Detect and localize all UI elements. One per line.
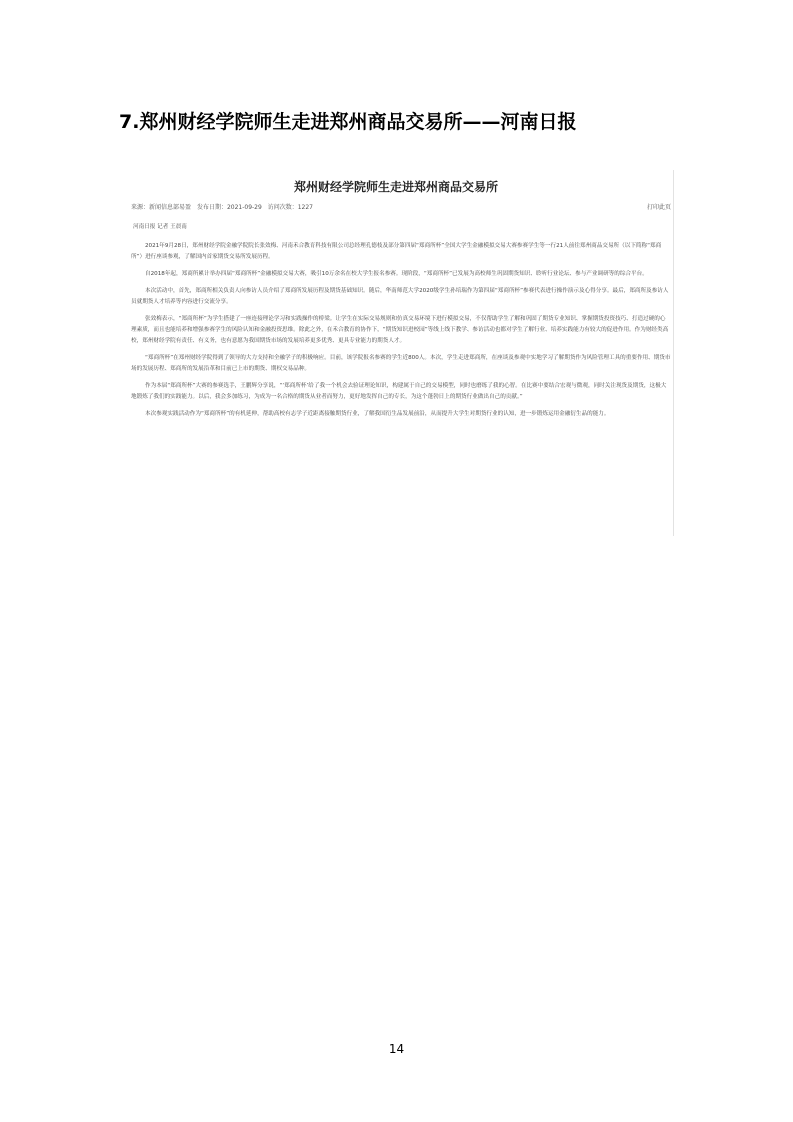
- section-heading: 7.郑州财经学院师生走进郑州商品交易所——河南日报: [119, 111, 577, 133]
- article-screenshot: [119, 170, 674, 536]
- article-paragraph: 2021年9月28日，郑州财经学院金融学院院长张效梅、河南禾合教育科技有限公司总经理孔德枝及部分第四届“郑商所杯”全国大学生金融模拟交易大赛参赛学生等一行21人前往郑州商品交易所（以下简称“郑商所”）进行座谈参观，了解国内首家期货交易所发展历程。: [131, 243, 662, 260]
- article-publish-date: 发布日期：2021-09-29: [196, 204, 262, 211]
- page-number: 14: [388, 1042, 405, 1056]
- article-byline: 河南日报 记者 王晨南: [133, 224, 187, 230]
- article-paragraph: “郑商所杯”在郑州财经学院得到了领导的大力支持和全融学子的积极响应。目前，该学院报名参赛的学生近800人。本次，学生走进郑商所，在座谈及参观中实地学习了解期货作为风险管理工具的重要作用、期货市场的发展历程、郑商所的发展沿革和目前已上市的期货、期权交易品种。: [131, 355, 671, 372]
- article-title: 郑州财经学院师生走进郑州商品交易所: [293, 180, 498, 194]
- article-paragraph: 本次参观实践活动作为“郑商所杯”的有机延伸，帮助高校有志学子近距离接触期货行业，了解我国衍生品发展前沿，从而提升大学生对期货行业的认知，进一步锻炼运用金融衍生品的能力。: [145, 411, 610, 417]
- article-body: [131, 222, 671, 426]
- print-link[interactable]: 打印此页: [646, 204, 671, 211]
- article-paragraph: 作为本届“郑商所杯”大赛的参赛选手，王鹏辉分享说，“‘郑商所杯’给了我一个机会去验证理论知识，构建属于自己的交易模型，同时也磨练了我的心智。在比赛中要结合宏观与微观，同时关注现货及期货，这极大地锻炼了我们的实践能力。以后，我会多加练习，为成为一名合格的期货从业者而努力，更好地发挥自己的专长，为这个蓬勃日上的期货行业做出自己的贡献。”: [131, 383, 667, 400]
- article-source: 来源：新闻信息部易盈: [131, 204, 192, 211]
- article-paragraph: 张效梅表示，“郑商所杯”为学生搭建了一座连接理论学习和实践操作的桥梁。让学生在实际交易规则和仿真交易环境下进行模拟交易，不仅帮助学生了解和巩固了期货专业知识、掌握期货投资技巧、打造过硬的心理素质，而且也能培养和增强参赛学生的风险认知和金融投资思维。除此之外，在禾合教育的协作下，“期货知识进校园”等线上线下教学、参访活动也都对学生了解行业、培养实践能力有较大的促进作用。作为财经类高校，郑州财经学院有责任、有义务，也有意愿为我国期货市场的发展培养更多优秀、更具专业能力的期货人才。: [131, 316, 669, 344]
- article-paragraph: 本次活动中，首先，郑商所相关负责人向参访人员介绍了郑商所发展历程及期货基础知识。随后，华南师范大学2020级学生孙培瑞作为第四届“郑商所杯”参赛代表进行操作演示及心得分享。最后，郑商所及参访人员就期货人才培养等内容进行交流分享。: [131, 288, 669, 305]
- article-views: 访问次数：1227: [267, 204, 314, 211]
- article-paragraph: 自2018年起，郑商所累计举办四届“郑商所杯”金融模拟交易大赛，吸引10万余名在校大学生报名参赛。现阶段，“郑商所杯”已发展为高校师生巩固期货知识、聆听行业论坛、参与产业调研等的综合平台。: [145, 271, 648, 277]
- article-meta: [131, 202, 671, 214]
